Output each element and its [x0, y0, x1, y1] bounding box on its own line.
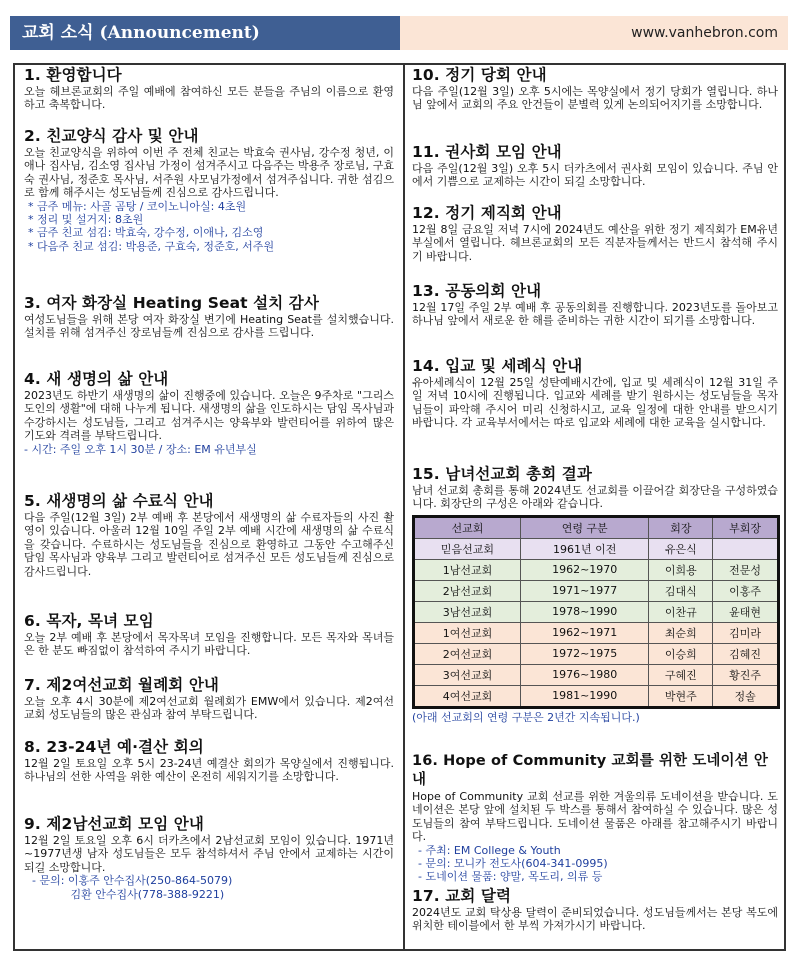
website-link[interactable]: www.vanhebron.com — [400, 16, 788, 50]
bullet-item: - 문의: 모니카 전도사(604-341-0995) — [418, 857, 608, 871]
mission-leaders-table — [412, 515, 780, 709]
section-new-life — [24, 370, 394, 456]
section-title: 4. 새 생명의 삶 안내 — [24, 370, 169, 388]
section-title: 10. 정기 당회 안내 — [412, 66, 547, 84]
table-cell: 유은식 — [649, 538, 713, 559]
section-title: 6. 목자, 목녀 모임 — [24, 612, 154, 630]
section-body: 12월 2일 토요일 오후 5시 23-24년 예결산 회의가 목양실에서 진행됩니다. 하나님의 선한 사역을 위한 예산이 온전히 세워지기를 소망합니다. — [24, 757, 394, 784]
section-title: 2. 친교양식 감사 및 안내 — [24, 127, 199, 145]
table-cell: 1978~1990 — [520, 601, 648, 622]
section-men-mission — [24, 815, 394, 901]
section-budget-meeting — [24, 738, 394, 784]
column-header: 회장 — [649, 516, 713, 538]
section-body: 12월 2일 토요일 오후 6시 더카츠에서 2남선교회 모임이 있습니다. 1971년~1977년생 남자 성도님들은 모두 참석하셔서 주님 안에서 교제하는 시간이 되길 소망합니다. — [24, 834, 394, 874]
section-title: 16. Hope of Community 교회를 위한 도네이션 안내 — [412, 753, 768, 788]
section-body: Hope of Community 교회 선교를 위한 겨울의류 도네이션을 받습니다. 도네이션은 본당 앞에 설치된 두 박스를 통해서 참여하실 수 있습니다. 많은 성도님들의 참여 부탁드립니다. 도네이션 물품은 아래를 참고해주시기 바랍니다. — [412, 790, 778, 844]
page-title: 교회 소식 (Announcement) — [10, 16, 400, 50]
section-body: 오늘 헤브론교회의 주일 예배에 참여하신 모든 분들을 주님의 이름으로 환영하고 축복합니다. — [24, 85, 394, 112]
table-cell: 3남선교회 — [414, 601, 521, 622]
section-mission-results — [412, 465, 778, 724]
section-body: 여성도님들을 위해 본당 여자 화장실 변기에 Heating Seat를 설치했습니다. 설치를 위해 섬겨주신 장로님들께 진심으로 감사를 드립니다. — [24, 313, 394, 340]
bullet-item: - 주최: EM College & Youth — [418, 843, 561, 857]
contact-item: - 문의: 이홍주 안수집사(250-864-5079) — [32, 874, 233, 888]
section-body: 오늘 오후 4시 30분에 제2여선교회 월례회가 EMW에서 있습니다. 제2여선교회 성도님들의 많은 관심과 참여 부탁드립니다. — [24, 695, 394, 722]
table-cell: 1971~1977 — [520, 580, 648, 601]
table-cell: 1961년 이전 — [520, 538, 648, 559]
section-body: 2023년도 하반기 새생명의 삶이 진행중에 있습니다. 오늘은 9주차로 "그리스도인의 생활"에 대해 나누게 됩니다. 새생명의 삶을 인도하시는 담임 목사님과 수강하시는 성도님들, 그리고 섬겨주시는 양육부와 발런티어를 위하여 많은 기도와 격려를 부탁드립니다. — [24, 389, 394, 443]
bullet-item: * 금주 친교 섬김: 박효숙, 강수정, 이애나, 김소영 — [28, 226, 264, 240]
table-cell: 1981~1990 — [520, 685, 648, 707]
bullet-item: * 다음주 친교 섬김: 박용준, 구효숙, 정준호, 서주원 — [28, 239, 275, 253]
table-cell: 1남선교회 — [414, 559, 521, 580]
section-session-meeting — [412, 66, 778, 112]
table-cell: 1962~1971 — [520, 622, 648, 643]
section-title: 15. 남녀선교회 총회 결과 — [412, 465, 592, 483]
section-title: 17. 교회 달력 — [412, 887, 512, 905]
table-cell: 1여선교회 — [414, 622, 521, 643]
table-cell: 1972~1975 — [520, 643, 648, 664]
column-header: 선교회 — [414, 516, 521, 538]
section-body: 다음 주일(12월 3일) 2부 예배 후 본당에서 새생명의 삶 수료자들의 사진 촬영이 있습니다. 아울러 12월 10일 주일 2부 예배 시간에 새생명의 삶 수료식을 갖습니다. 수료하시는 성도님들을 진심으로 환영하고 그동안 수고해주신 담임 목사님과 양육부 그리고 발런티어로 섬겨주신 모든 성도님들께 진심으로 감사드립니다. — [24, 511, 394, 578]
table-row — [414, 685, 779, 707]
table-cell: 전문성 — [713, 559, 779, 580]
table-cell: 구혜진 — [649, 664, 713, 685]
section-congregation-meeting — [412, 282, 778, 328]
section-body: 유아세례식이 12월 25일 성탄예배시간에, 입교 및 세례식이 12월 31일 주일 저녁 10시에 진행됩니다. 입교와 세례를 받기 원하시는 성도님들을 목자님들이 파악해 주시어 미리 신청하시고, 교육 일정에 대한 안내를 받으시기 바랍니다. 각 교육부서에서는 따로 입교와 세례에 대한 교육을 실시합니다. — [412, 376, 778, 430]
table-cell: 김혜진 — [713, 643, 779, 664]
table-cell: 이승희 — [649, 643, 713, 664]
section-title: 1. 환영합니다 — [24, 66, 122, 84]
section-deaconess-meeting — [412, 143, 778, 189]
section-body: 다음 주일(12월 3일) 오후 5시 더카츠에서 권사회 모임이 있습니다. 주님 안에서 기쁨으로 교제하는 시간이 되길 소망합니다. — [412, 162, 778, 189]
section-title: 7. 제2여선교회 월례회 안내 — [24, 676, 219, 694]
section-body: 오늘 2부 예배 후 본당에서 목자목녀 모임을 진행합니다. 모든 목자와 목녀들은 한 분도 빠짐없이 참석하여 주시기 바랍니다. — [24, 631, 394, 658]
table-cell: 2남선교회 — [414, 580, 521, 601]
bullet-item: * 금주 메뉴: 사골 곰탕 / 코이노니아실: 4초원 — [28, 199, 247, 213]
table-cell: 정솔 — [713, 685, 779, 707]
section-body: 남녀 선교회 총회를 통해 2024년도 선교회를 이끌어갈 회장단을 구성하였습니다. 회장단의 구성은 아래와 같습니다. — [412, 484, 778, 511]
section-baptism — [412, 357, 778, 430]
column-header: 연령 구분 — [520, 516, 648, 538]
column-header: 부회장 — [713, 516, 779, 538]
table-cell: 황진주 — [713, 664, 779, 685]
table-cell: 김대식 — [649, 580, 713, 601]
section-title: 5. 새생명의 삶 수료식 안내 — [24, 492, 214, 510]
section-officers-meeting — [412, 204, 778, 263]
section-title: 13. 공동의회 안내 — [412, 282, 542, 300]
table-cell: 최순희 — [649, 622, 713, 643]
section-title: 12. 정기 제직회 안내 — [412, 204, 562, 222]
header-bar — [10, 16, 788, 50]
table-cell — [713, 538, 779, 559]
section-shepherd-meeting — [24, 612, 394, 658]
table-row — [414, 538, 779, 559]
bullet-item: - 도네이션 물품: 양말, 목도리, 의류 등 — [418, 870, 603, 884]
table-cell: 이홍주 — [713, 580, 779, 601]
section-donation — [412, 752, 778, 884]
table-cell: 이찬규 — [649, 601, 713, 622]
table-row — [414, 622, 779, 643]
section-calendar — [412, 887, 778, 933]
table-row — [414, 643, 779, 664]
contact-item: 김환 안수집사(778-388-9221) — [32, 887, 225, 901]
table-cell: 3여선교회 — [414, 664, 521, 685]
section-title: 11. 권사회 모임 안내 — [412, 143, 562, 161]
section-title: 9. 제2남선교회 모임 안내 — [24, 815, 204, 833]
section-women-mission — [24, 676, 394, 722]
table-header-row — [414, 516, 779, 538]
table-cell: 김미라 — [713, 622, 779, 643]
table-row — [414, 664, 779, 685]
section-body: 다음 주일(12월 3일) 오후 5시에는 목양실에서 정기 당회가 열립니다. 하나님 앞에서 교회의 주요 안건들이 분별력 있게 논의되어지기를 소망합니다. — [412, 85, 778, 112]
table-cell: 1962~1970 — [520, 559, 648, 580]
table-row — [414, 559, 779, 580]
section-heating-seat — [24, 294, 394, 340]
table-cell: 믿음선교회 — [414, 538, 521, 559]
table-row — [414, 580, 779, 601]
section-title: 14. 입교 및 세례식 안내 — [412, 357, 583, 375]
section-body: 2024년도 교회 탁상용 달력이 준비되었습니다. 성도님들께서는 본당 복도에 위치한 테이블에서 한 부씩 가져가시기 바랍니다. — [412, 906, 778, 933]
section-body: 12월 17일 주일 2부 예배 후 공동의회를 진행합니다. 2023년도를 돌아보고 하나님 앞에서 새로운 한 해를 준비하는 귀한 시간이 되기를 소망합니다. — [412, 301, 778, 328]
table-cell: 1976~1980 — [520, 664, 648, 685]
section-title: 8. 23-24년 예·결산 회의 — [24, 738, 204, 756]
table-cell: 박현주 — [649, 685, 713, 707]
section-fellowship-meal — [24, 127, 394, 253]
table-note: (아래 선교회의 연령 구분은 2년간 지속됩니다.) — [412, 710, 640, 724]
section-welcome — [24, 66, 394, 112]
section-body: 오늘 친교양식을 위하여 이번 주 전체 친교는 박효숙 권사님, 강수정 청년, 이애나 집사님, 김소영 집사님 가정이 섬겨주시고 다음주는 박용주 장로님, 구효숙 권사님, 정준호 목사님, 서주원 사모님가정에서 섬겨주십니다. 귀한 섬김으로 함께 해주시는 성도님들께 진심으로 감사드립니다. — [24, 146, 394, 200]
section-title: 3. 여자 화장실 Heating Seat 설치 감사 — [24, 294, 319, 312]
table-cell: 윤태현 — [713, 601, 779, 622]
table-cell: 이희용 — [649, 559, 713, 580]
section-body: 12월 8일 금요일 저녁 7시에 2024년도 예산을 위한 정기 제직회가 EM유년부실에서 열립니다. 헤브론교회의 모든 직분자들께서는 반드시 참석해 주시기 바랍니다. — [412, 223, 778, 263]
table-row — [414, 601, 779, 622]
table-cell: 2여선교회 — [414, 643, 521, 664]
column-divider — [403, 63, 405, 951]
bullet-item: - 시간: 주일 오후 1시 30분 / 장소: EM 유년부실 — [24, 442, 257, 456]
table-cell: 4여선교회 — [414, 685, 521, 707]
section-graduation — [24, 492, 394, 578]
bullet-item: * 정리 및 설거지: 8초원 — [28, 213, 144, 227]
